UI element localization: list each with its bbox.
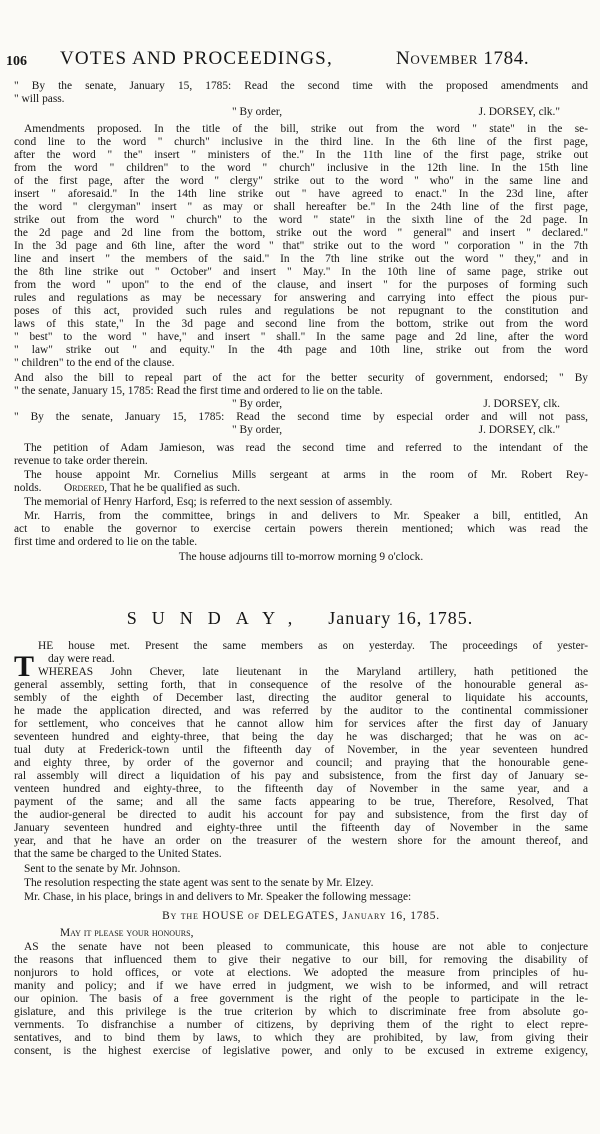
- text-line: insert " aforesaid." In the 14th line strike out " have agreed to enact." In the 23d line, after: [14, 188, 588, 200]
- running-date: November 1784.: [396, 48, 530, 69]
- text-line: venteen hundred and eighty-three, to the fifteenth day of November in the same year, and a: [14, 783, 588, 795]
- by-order: " By order,: [232, 424, 283, 436]
- text-line: payment of the same; and all the same facts appearing to be true, Therefore, Resolved, That: [14, 796, 588, 808]
- text-line: ral assembly will direct a liquidation of his pay and subsistence, from the first day of January se-: [14, 770, 588, 782]
- text-line: Amendments proposed. In the title of the bill, strike out from the word " state" in the se-: [24, 123, 588, 135]
- text-line: " the senate, January 15, 1785: Read the first time and ordered to lie on the table.: [14, 385, 383, 397]
- text-line: rules and regulations as may be necessary for answering and carrying into effect the pious pur-: [14, 292, 588, 304]
- text-line: The petition of Adam Jamieson, was read the second time and referred to the intendant of the: [24, 442, 588, 454]
- day-name: SUNDAY,: [126, 608, 308, 628]
- text-line: and eighty three, by order of the governor and council; and praying that the honourable gene-: [14, 757, 588, 769]
- text-line: consent, is the highest exercise of legislative power, and only to be excused in extreme exigency,: [14, 1045, 588, 1057]
- text-line: the 8th line strike out " October" and insert " May." In the 10th line of same page, strike out: [14, 266, 588, 278]
- text-line: act to enable the governor to exercise certain powers therein mentioned; which was read the: [14, 523, 588, 535]
- text-line: revenue to take order therein.: [14, 455, 148, 467]
- by-order: " By order,: [232, 398, 283, 410]
- text-line: laws of this state," In the 3d page and second line from the bottom, strike out from the word: [14, 318, 588, 330]
- text-line: he made the application directed, and was referred by the auditor to the continental commissioner: [14, 705, 588, 717]
- text-line: The resolution respecting the state agent was sent to the senate by Mr. Elzey.: [24, 877, 374, 889]
- text-line: In the 3d page and 6th line, after the word " that" strike out to the word " corporation " in the 7th: [14, 240, 588, 252]
- text-line: nonjurors to hold offices, or vote at elections. We adopted the measure from principles of hu-: [14, 967, 588, 979]
- text-line: tual duty at Frederick-town until the fifteenth day of November, in the year seventeen hundred: [14, 744, 588, 756]
- adjourn-line: The house adjourns till to-morrow morning 9 o'clock.: [178, 551, 424, 563]
- text-line: " By the senate, January 15, 1785: Read the second time with the proposed amendments and: [14, 80, 588, 92]
- text-line: " children" to the end of the clause.: [14, 357, 175, 369]
- day-heading: [0, 608, 600, 629]
- text-line: day were read.: [48, 653, 115, 665]
- day-date: January 16, 1785.: [328, 608, 474, 628]
- text-line: the 2d page and 2d line from the bottom, strike out the word " general" and insert " declared.": [14, 227, 588, 239]
- text-line: line and insert " the members of the said." In the 7th line strike out the word " they," and in: [14, 253, 588, 265]
- text-line: The house appoint Mr. Cornelius Mills sergeant at arms in the room of Mr. Robert Rey-: [24, 469, 588, 481]
- text-line: WHEREAS John Chever, late lieutenant in the Maryland artillery, hath petitioned the: [38, 666, 588, 678]
- text-line: cond line to the word " church" inclusive in the third line. In the 6th line of the first page,: [14, 136, 588, 148]
- page-number: 106: [6, 54, 27, 69]
- text-line: " will pass.: [14, 93, 65, 105]
- text-line: Mr. Harris, from the committee, brings in and delivers to Mr. Speaker a bill, entitled, An: [24, 510, 588, 522]
- text-line: January seventeen hundred and eighty-three until the fifteenth day of November in the same: [14, 822, 588, 834]
- text-line: our opinion. The basis of a free government is the right of the people to participate in the le-: [14, 993, 588, 1005]
- text-line: the reasons that influenced them to give their negative to our bill, for removing the disability of: [14, 954, 588, 966]
- text-line: year, and that he have an order on the treasurer of the western shore for the amount thereof, and: [14, 835, 588, 847]
- text-line: Mr. Chase, in his place, brings in and delivers to Mr. Speaker the following message:: [24, 891, 412, 903]
- running-title: VOTES AND PROCEEDINGS,: [60, 48, 333, 69]
- text-line: gislature, and this privilege is the true criterion by which to discriminate free from absolute go-: [14, 1006, 588, 1018]
- text-line: of the first page, after the word " clergy" strike out to the word " who" in the same line and: [14, 175, 588, 187]
- text-line: HE house met. Present the same members as on yesterday. The proceedings of yester-: [38, 640, 588, 652]
- clerk-signature: J. DORSEY, clk.": [478, 106, 560, 118]
- ordered-line: [64, 482, 240, 495]
- text-line: from the word " upon" to the end of the clause, and insert " for the purposes of forming such: [14, 279, 588, 291]
- text-line: that the same be charged to the United States.: [14, 848, 222, 860]
- message-salutation: May it please your honours,: [60, 927, 194, 939]
- by-order: " By order,: [232, 106, 283, 118]
- text-line: manity and policy; and if we have erred in judgment, we wish to be informed, and will retract: [14, 980, 588, 992]
- message-heading: By the HOUSE of DELEGATES, January 16, 1785.: [162, 910, 440, 922]
- text-line: vernments. To disfranchise a number of citizens, by depriving them of the right to elect repre-: [14, 1019, 588, 1031]
- text-line: from the word " children" to the word " church" inclusive in the 12th line. In the 15th line: [14, 162, 588, 174]
- text-line: And also the bill to repeal part of the act for the better security of government, endorsed; " By: [14, 372, 588, 384]
- text-line: Sent to the senate by Mr. Johnson.: [24, 863, 181, 875]
- text-line: strike out from the word " church" to the word " state" in the sixth line of the 2d page. In: [14, 214, 588, 226]
- clerk-signature: J. DORSEY, clk.": [478, 424, 560, 436]
- text-line: the word " clergyman" insert " as may or shall hereafter be." In the 24th line of the first page,: [14, 201, 588, 213]
- clerk-signature: J. DORSEY, clk.: [483, 398, 560, 410]
- text-line: the audior-general be directed to audit his account for pay and subsistence, from the first day of: [14, 809, 588, 821]
- text-line: general assembly, setting forth, that in consequence of the resolve of the honourable general as-: [14, 679, 588, 691]
- page-header: [6, 48, 586, 74]
- text-line: after the word " the" insert " ministers of the." In the 11th line of the first page, strike out: [14, 149, 588, 161]
- ordered-word: Ordered,: [64, 482, 108, 494]
- ordered-text: That he be qualified as such.: [109, 482, 241, 494]
- text-line: " best" to the word " have," and insert " shall." In the same page and 2d line, after the word: [14, 331, 588, 343]
- drop-cap: T: [14, 650, 35, 683]
- text-line: The memorial of Henry Harford, Esq; is referred to the next session of assembly.: [24, 496, 393, 508]
- text-line: " By the senate, January 15, 1785: Read the second time by especial order and will not pass,: [14, 411, 588, 423]
- text-line: nolds.: [14, 482, 42, 494]
- text-line: first time and ordered to lie on the table.: [14, 536, 198, 548]
- text-line: sentatives, and to bind them by laws, to which they are prohibited, by law, from giving their: [14, 1032, 588, 1044]
- text-line: sembly of the eighth of December last, directing the auditor general to liquidate his accounts,: [14, 692, 588, 704]
- text-line: for settlement, who conceives that he cannot allow him for services after the first day of January: [14, 718, 588, 730]
- text-line: seventeen hundred and eighty-three, that being the day he was discharged; that he was on ac-: [14, 731, 588, 743]
- text-line: poses of this act, provided such rules and regulations be not repugnant to the constitution and: [14, 305, 588, 317]
- text-line: " law" strike out " and equity." In the 4th page and 10th line, strike out from the word: [14, 344, 588, 356]
- text-line: AS the senate have not been pleased to communicate, this house are not able to conjecture: [24, 941, 588, 953]
